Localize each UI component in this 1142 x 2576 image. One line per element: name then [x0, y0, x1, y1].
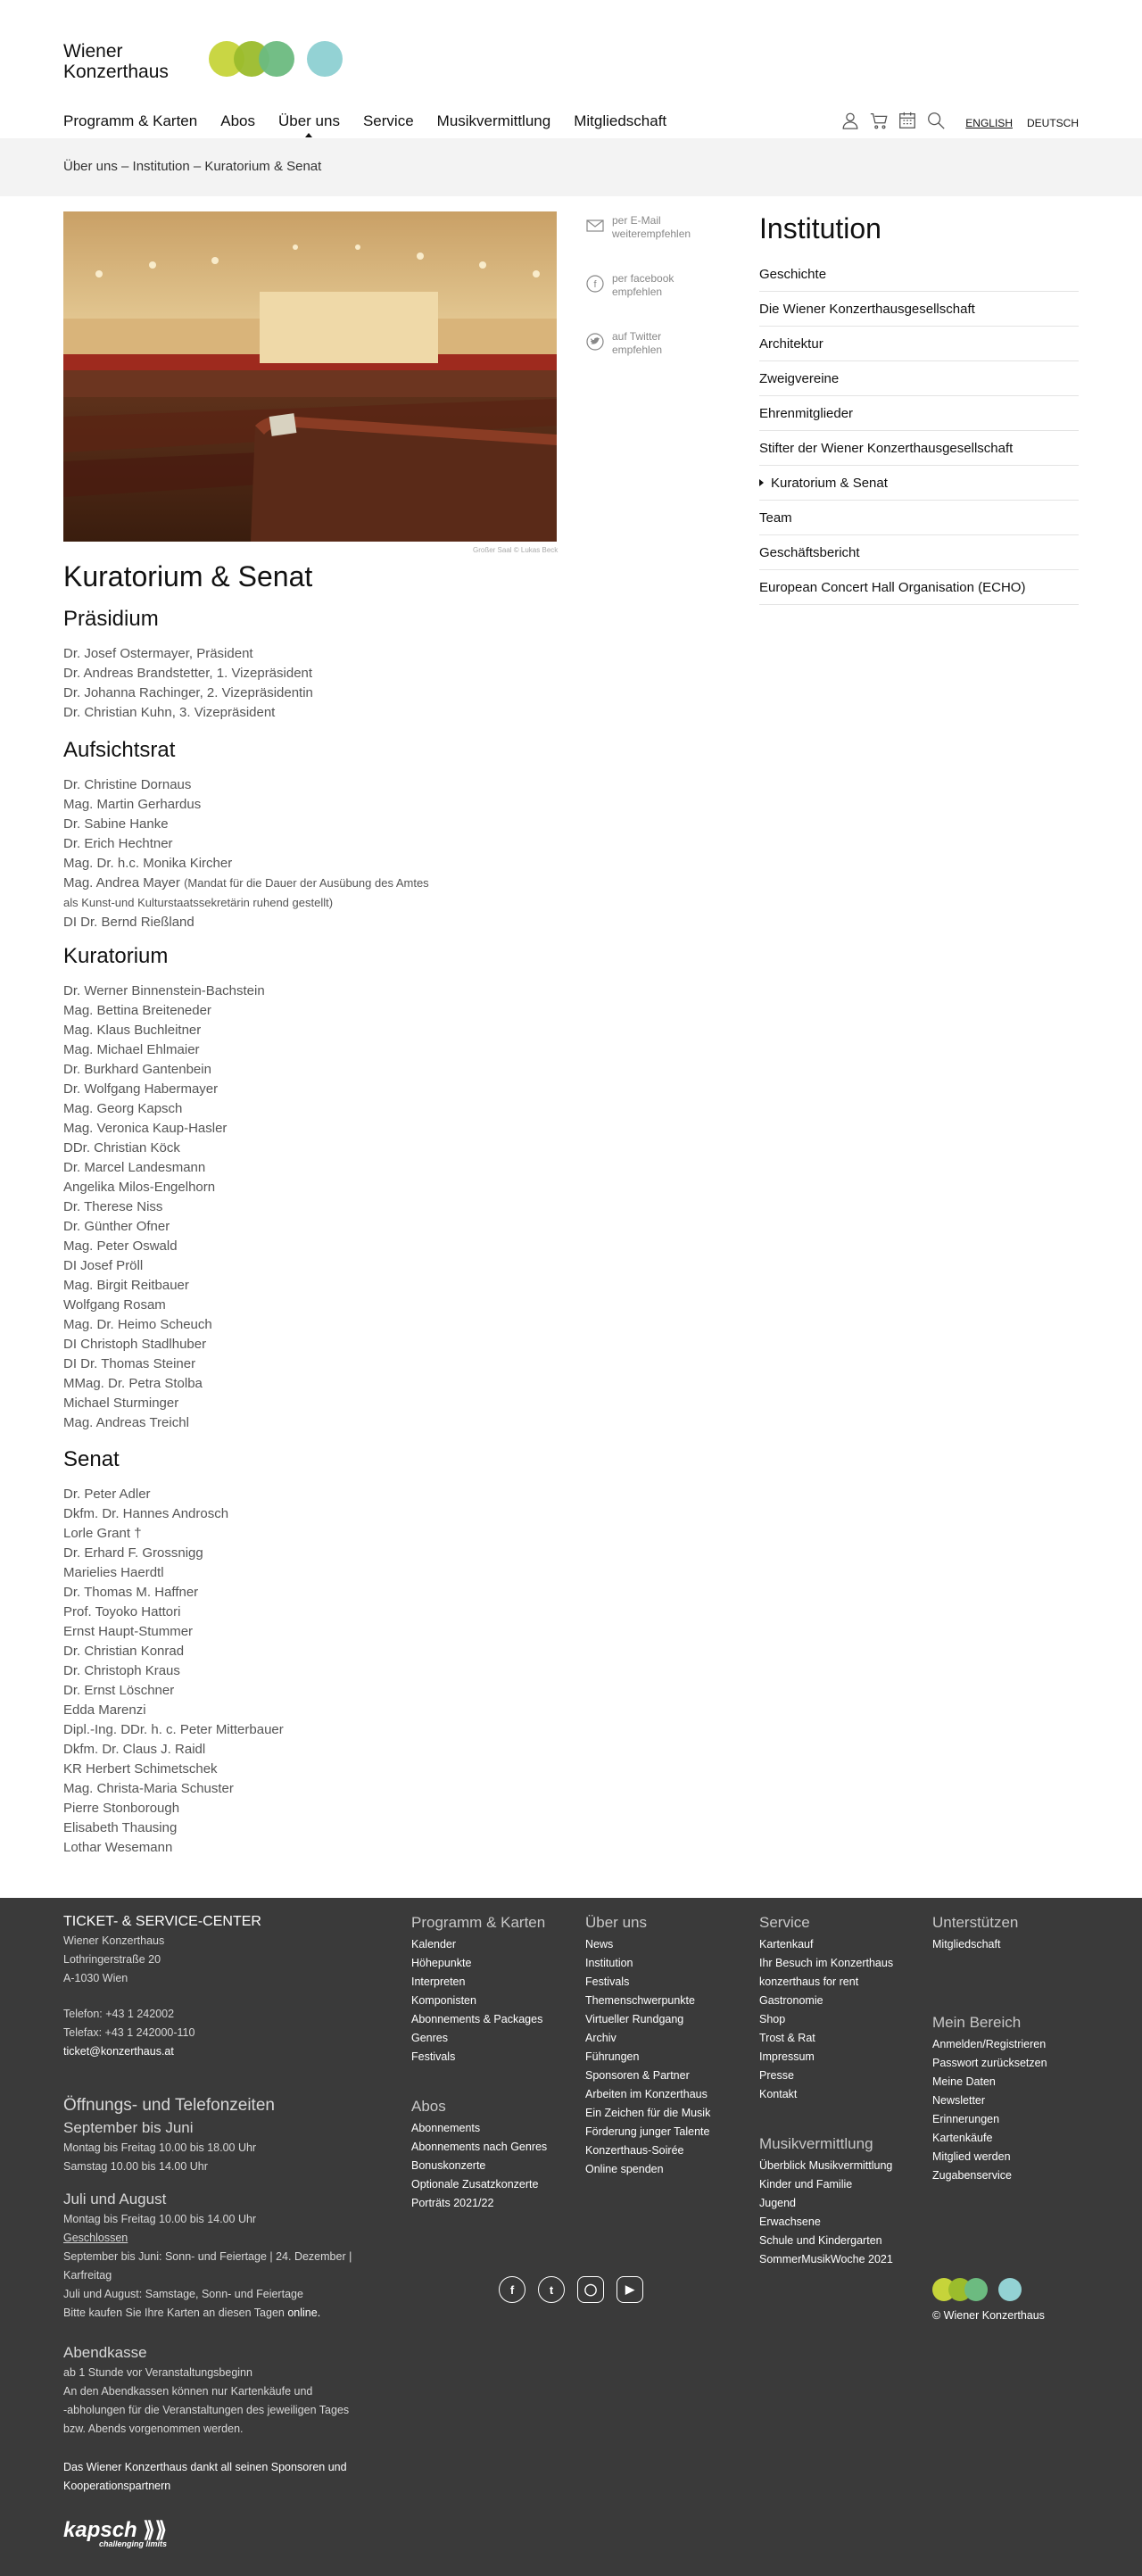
- footer-link[interactable]: Sponsoren & Partner: [585, 2069, 690, 2082]
- share-facebook-line1: per facebook: [612, 272, 674, 285]
- footer-address: [63, 1932, 164, 1988]
- season1-heading: September bis Juni: [63, 2119, 194, 2136]
- list-item: Mag. Georg Kapsch: [63, 1101, 183, 1116]
- footer-link[interactable]: Mitgliedschaft: [932, 1938, 1001, 1951]
- list-item: Michael Sturminger: [63, 1396, 179, 1411]
- footer-link[interactable]: Ein Zeichen für die Musik: [585, 2107, 711, 2119]
- list-item: Mag. Dr. Heimo Scheuch: [63, 1317, 212, 1332]
- facebook-icon: [585, 274, 605, 294]
- sidebar-item-label: Ehrenmitglieder: [759, 405, 854, 421]
- footer-fax: Telefax: +43 1 242000-110: [63, 2026, 195, 2039]
- footer-link[interactable]: Kalender: [411, 1938, 457, 1951]
- member-name: Mag. Andrea Mayer: [63, 875, 180, 890]
- footer-link[interactable]: Themenschwerpunkte: [585, 1994, 695, 2007]
- address-line: Wiener Konzerthaus: [63, 1934, 165, 1947]
- list-item: Dr. Therese Niss: [63, 1199, 163, 1214]
- sidebar-item[interactable]: [759, 361, 1079, 396]
- season1-hours: [63, 2139, 256, 2176]
- lang-deutsch[interactable]: DEUTSCH: [1026, 116, 1079, 129]
- list-kuratorium: [63, 982, 265, 1433]
- footer-link[interactable]: Abonnements & Packages: [411, 2013, 543, 2025]
- footer-link[interactable]: Überblick Musikvermittlung: [759, 2159, 893, 2172]
- footer-link[interactable]: konzerthaus for rent: [759, 1975, 859, 1988]
- footer-link[interactable]: Höhepunkte: [411, 1957, 472, 1969]
- footer-link[interactable]: Kartenkauf: [759, 1938, 814, 1951]
- footer-email-link[interactable]: ticket@konzerthaus.at: [63, 2045, 174, 2058]
- abendkasse-line: An den Abendkassen können nur Kartenkäufe und: [63, 2385, 313, 2398]
- main-content: [0, 196, 1142, 1898]
- footer-link[interactable]: Abonnements: [411, 2122, 481, 2134]
- list-item: Dr. Josef Ostermayer, Präsident: [63, 646, 253, 661]
- heading-senat: Senat: [63, 1447, 120, 1471]
- list-item: Dkfm. Dr. Claus J. Raidl: [63, 1742, 206, 1757]
- footer-abos-heading: Abos: [411, 2098, 446, 2115]
- user-icon[interactable]: [840, 111, 860, 135]
- season2-heading: Juli und August: [63, 2191, 167, 2207]
- list-item: Edda Marenzi: [63, 1702, 146, 1718]
- footer-musik-heading: Musikvermittlung: [759, 2135, 873, 2152]
- sidebar-item[interactable]: [759, 535, 1079, 570]
- footer-link[interactable]: Genres: [411, 2032, 448, 2044]
- sidebar-item-label: Kuratorium & Senat: [771, 475, 888, 491]
- sidebar-item[interactable]: [759, 292, 1079, 327]
- footer-service-heading: Service: [759, 1914, 810, 1931]
- instagram-icon[interactable]: ◯: [577, 2276, 604, 2303]
- list-item: Dr. Thomas M. Haffner: [63, 1585, 199, 1600]
- online-prefix: Bitte kaufen Sie Ihre Karten an diesen Tagen: [63, 2307, 288, 2319]
- list-item: Mag. Klaus Buchleitner: [63, 1023, 202, 1038]
- abendkasse-line: -abholungen für die Veranstaltungen des jeweiligen Tages: [63, 2404, 350, 2416]
- footer-mein-links: [932, 2035, 1047, 2185]
- nav-musikvermittlung[interactable]: Musikvermittlung: [436, 112, 551, 129]
- list-item: Mag. Veronica Kaup-Hasler: [63, 1121, 228, 1136]
- twitter-icon: [585, 332, 605, 352]
- list-item: Mag. Dr. h.c. Monika Kircher: [63, 856, 233, 871]
- logo-line1: Wiener: [63, 41, 123, 62]
- heading-aufsichtsrat: Aufsichtsrat: [63, 738, 176, 762]
- breadcrumb: Über uns – Institution – Kuratorium & Senat: [63, 159, 322, 174]
- footer-ueber-links: [585, 1935, 710, 2179]
- footer-service-links: [759, 1935, 893, 2104]
- sidebar-item-label: European Concert Hall Organisation (ECHO): [759, 579, 1026, 595]
- closed-line: Karfreitag: [63, 2269, 112, 2282]
- hero-caption: Großer Saal © Lukas Beck: [473, 546, 559, 554]
- share-facebook-line2: empfehlen: [612, 286, 663, 298]
- list-senat: [63, 1485, 284, 1858]
- utility-bar: [840, 111, 1079, 135]
- list-item: Dr. Christoph Kraus: [63, 1663, 180, 1678]
- footer-link[interactable]: Führungen: [585, 2050, 640, 2063]
- list-item: Angelika Milos-Engelhorn: [63, 1180, 216, 1195]
- hours-heading: Öffnungs- und Telefonzeiten: [63, 2096, 275, 2115]
- list-item: Ernst Haupt-Stummer: [63, 1624, 194, 1639]
- footer-link[interactable]: Virtueller Rundgang: [585, 2013, 684, 2025]
- closed-line: Juli und August: Samstage, Sonn- und Feiertage: [63, 2288, 303, 2300]
- list-item: Elisabeth Thausing: [63, 1820, 178, 1835]
- logo-dot: [259, 41, 294, 77]
- nav-service[interactable]: Service: [362, 112, 414, 129]
- member-note: (Mandat für die Dauer der Ausübung des Amtes: [184, 876, 429, 890]
- footer-link[interactable]: Erwachsene: [759, 2216, 821, 2228]
- member-note: als Kunst-und Kulturstaatssekretärin ruhend gestellt): [63, 896, 334, 909]
- season2-hours: [63, 2210, 352, 2323]
- footer-link[interactable]: Anmelden/Registrieren: [932, 2038, 1047, 2050]
- logo-dot: [998, 2278, 1022, 2301]
- list-item: KR Herbert Schimetschek: [63, 1761, 218, 1777]
- list-aufsichtsrat: [63, 775, 429, 932]
- list-item: Wolfgang Rosam: [63, 1297, 166, 1313]
- logo-dot: [307, 41, 343, 77]
- share-email-line1: per E-Mail: [612, 214, 661, 227]
- sidebar-item-label: Architektur: [759, 335, 823, 352]
- list-item: DDr. Christian Köck: [63, 1140, 180, 1155]
- footer-link[interactable]: Festivals: [585, 1975, 630, 1988]
- footer-link[interactable]: Förderung junger Talente: [585, 2125, 710, 2138]
- footer-logo-dots: [932, 2278, 1030, 2303]
- sponsor-line: Kooperationspartnern: [63, 2480, 171, 2492]
- hours-line: Samstag 10.00 bis 14.00 Uhr: [63, 2160, 208, 2173]
- address-line: A-1030 Wien: [63, 1972, 128, 1984]
- footer-link[interactable]: Newsletter: [932, 2094, 986, 2107]
- footer-link[interactable]: Archiv: [585, 2032, 617, 2044]
- list-item: Dr. Sabine Hanke: [63, 816, 169, 832]
- list-item: Dr. Ernst Löschner: [63, 1683, 175, 1698]
- list-item: Dr. Werner Binnenstein-Bachstein: [63, 983, 265, 998]
- abendkasse-text: [63, 2364, 349, 2439]
- footer-link[interactable]: Trost & Rat: [759, 2032, 815, 2044]
- hours-line: Montag bis Freitag 10.00 bis 14.00 Uhr: [63, 2213, 257, 2225]
- footer-link[interactable]: Impressum: [759, 2050, 815, 2063]
- footer-link[interactable]: Konzerthaus-Soirée: [585, 2144, 684, 2157]
- abendkasse-line: ab 1 Stunde vor Veranstaltungsbeginn: [63, 2366, 252, 2379]
- share-email-line2: weiterempfehlen: [612, 228, 691, 240]
- calendar-icon[interactable]: [898, 111, 917, 135]
- nav-ueber-uns[interactable]: Über uns: [277, 112, 340, 129]
- footer-link[interactable]: Jugend: [759, 2197, 797, 2209]
- list-item: Dr. Erhard F. Grossnigg: [63, 1545, 203, 1561]
- sidebar-item-label: Geschäftsbericht: [759, 544, 860, 560]
- footer-link[interactable]: Meine Daten: [932, 2075, 996, 2088]
- footer-link[interactable]: Porträts 2021/22: [411, 2197, 494, 2209]
- footer-link[interactable]: Passwort zurücksetzen: [932, 2057, 1047, 2069]
- footer-mein-heading: Mein Bereich: [932, 2014, 1022, 2031]
- footer-link[interactable]: Schule und Kindergarten: [759, 2234, 882, 2247]
- closed-label: Geschlossen: [63, 2232, 128, 2244]
- share-twitter-line2: empfehlen: [612, 344, 663, 356]
- search-icon[interactable]: [926, 111, 946, 135]
- footer-link[interactable]: SommerMusikWoche 2021: [759, 2253, 893, 2265]
- kapsch-tagline: challenging limits: [99, 2539, 168, 2548]
- list-item: Dr. Günther Ofner: [63, 1219, 170, 1234]
- footer-unter-links: [932, 1935, 1000, 1954]
- sponsor-text: [63, 2458, 347, 2496]
- footer-link[interactable]: Institution: [585, 1957, 633, 1969]
- footer-ueber-heading: Über uns: [585, 1914, 647, 1931]
- list-item: Dr. Christian Konrad: [63, 1644, 185, 1659]
- sidebar-item[interactable]: [759, 396, 1079, 431]
- list-praesidium: [63, 644, 313, 723]
- facebook-icon[interactable]: f: [499, 2276, 525, 2303]
- list-item: Dipl.-Ing. DDr. h. c. Peter Mitterbauer: [63, 1722, 284, 1737]
- footer-link[interactable]: Komponisten: [411, 1994, 476, 2007]
- site-header: [0, 0, 1142, 138]
- list-item: Marielies Haerdtl: [63, 1565, 164, 1580]
- nav-mitgliedschaft[interactable]: Mitgliedschaft: [574, 112, 667, 129]
- list-item: Dkfm. Dr. Hannes Androsch: [63, 1506, 229, 1521]
- sidebar-item-label: Stifter der Wiener Konzerthausgesellschaft: [759, 440, 1014, 456]
- envelope-icon: [585, 216, 605, 236]
- list-item: Lorle Grant †: [63, 1526, 142, 1541]
- sidebar-item[interactable]: [759, 570, 1079, 605]
- list-item: DI Josef Pröll: [63, 1258, 144, 1273]
- footer-link[interactable]: Kontakt: [759, 2088, 798, 2100]
- footer-contact: [63, 2005, 194, 2061]
- concert-hall-photo: [63, 211, 557, 542]
- sidebar-item[interactable]: [759, 431, 1079, 466]
- list-item: Prof. Toyoko Hattori: [63, 1604, 181, 1619]
- list-item: Mag. Peter Oswald: [63, 1238, 178, 1254]
- logo[interactable]: [63, 41, 169, 82]
- logo-dots[interactable]: [209, 41, 352, 77]
- footer-link[interactable]: Festivals: [411, 2050, 456, 2063]
- list-item: Lothar Wesemann: [63, 1840, 173, 1855]
- list-item: Dr. Andreas Brandstetter, 1. Vizepräsident: [63, 666, 313, 681]
- list-item: Dr. Erich Hechtner: [63, 836, 173, 851]
- logo-line2: Konzerthaus: [63, 62, 169, 82]
- footer-programm-heading: Programm & Karten: [411, 1914, 546, 1931]
- footer-link[interactable]: Gastronomie: [759, 1994, 823, 2007]
- footer-ticket-heading: TICKET- & SERVICE-CENTER: [63, 1914, 261, 1929]
- list-item: MMag. Dr. Petra Stolba: [63, 1376, 203, 1391]
- list-item: Dr. Burkhard Gantenbein: [63, 1062, 211, 1077]
- list-item: Mag. Bettina Breiteneder: [63, 1003, 211, 1018]
- cart-icon[interactable]: [869, 111, 889, 135]
- list-item: Pierre Stonborough: [63, 1801, 180, 1816]
- sidebar-item-label: Die Wiener Konzerthausgesellschaft: [759, 301, 975, 317]
- copyright: © Wiener Konzerthaus: [932, 2309, 1045, 2322]
- footer-link[interactable]: Arbeiten im Konzerthaus: [585, 2088, 708, 2100]
- nav-programm[interactable]: Programm & Karten: [63, 112, 198, 129]
- sidebar-item[interactable]: [759, 257, 1079, 292]
- footer-unter-heading: Unterstützen: [932, 1914, 1019, 1931]
- sidebar-title: Institution: [759, 212, 881, 244]
- list-item: Mag. Andreas Treichl: [63, 1415, 189, 1430]
- list-item: Dr. Johanna Rachinger, 2. Vizepräsidentin: [63, 685, 313, 700]
- footer-phone: Telefon: +43 1 242002: [63, 2008, 175, 2020]
- list-item: Dr. Christine Dornaus: [63, 777, 192, 792]
- list-item: DI Christoph Stadlhuber: [63, 1337, 207, 1352]
- page-title: Kuratorium & Senat: [63, 560, 313, 592]
- heading-kuratorium: Kuratorium: [63, 944, 169, 968]
- hero-image: [63, 211, 557, 542]
- list-item: Dr. Peter Adler: [63, 1487, 151, 1502]
- abendkasse-line: bzw. Abends vorgenommen werden.: [63, 2423, 244, 2435]
- list-item: Dr. Christian Kuhn, 3. Vizepräsident: [63, 705, 276, 720]
- list-item: [63, 874, 429, 893]
- footer-link[interactable]: Erinnerungen: [932, 2113, 1000, 2125]
- list-item: Dr. Marcel Landesmann: [63, 1160, 206, 1175]
- list-item: DI Dr. Bernd Rießland: [63, 915, 194, 930]
- footer-link[interactable]: Presse: [759, 2069, 794, 2082]
- nav-abos[interactable]: Abos: [220, 112, 255, 129]
- sidebar-item[interactable]: [759, 466, 1079, 501]
- list-item: Mag. Birgit Reitbauer: [63, 1278, 189, 1293]
- kapsch-wordmark: kapsch: [63, 2518, 137, 2542]
- sidebar-item[interactable]: [759, 327, 1079, 361]
- list-item: Mag. Christa-Maria Schuster: [63, 1781, 234, 1796]
- sidebar-item-label: Team: [759, 509, 792, 526]
- list-item: Mag. Martin Gerhardus: [63, 797, 202, 812]
- footer-link[interactable]: News: [585, 1938, 614, 1951]
- sponsor-line: Das Wiener Konzerthaus dankt all seinen Sponsoren und: [63, 2461, 347, 2473]
- footer-link[interactable]: Online spenden: [585, 2163, 664, 2175]
- sidebar-item[interactable]: [759, 501, 1079, 535]
- sidebar-item-label: Zweigvereine: [759, 370, 840, 386]
- svg-text:f: f: [593, 279, 597, 290]
- abendkasse-heading: Abendkasse: [63, 2344, 147, 2361]
- footer-link[interactable]: Shop: [759, 2013, 786, 2025]
- site-footer: [0, 1898, 1142, 2576]
- list-item: DI Dr. Thomas Steiner: [63, 1356, 196, 1371]
- online-link[interactable]: online.: [287, 2307, 321, 2319]
- footer-link[interactable]: Kartenkäufe: [932, 2132, 993, 2144]
- footer-link[interactable]: Bonuskonzerte: [411, 2159, 486, 2172]
- heading-praesidium: Präsidium: [63, 607, 159, 631]
- footer-link[interactable]: Optionale Zusatzkonzerte: [411, 2178, 539, 2191]
- footer-musik-links: [759, 2157, 893, 2269]
- address-line: Lothringerstraße 20: [63, 1953, 161, 1966]
- youtube-icon[interactable]: ▶: [617, 2276, 643, 2303]
- closed-line: September bis Juni: Sonn- und Feiertage | 24. Dezember |: [63, 2250, 352, 2263]
- hours-line: Montag bis Freitag 10.00 bis 18.00 Uhr: [63, 2141, 257, 2154]
- footer-link[interactable]: Kinder und Familie: [759, 2178, 853, 2191]
- main-nav: [63, 112, 690, 130]
- kapsch-logo[interactable]: kapsch ⟫⟫ challenging limits: [63, 2518, 168, 2548]
- caret-right-icon: [759, 479, 764, 486]
- footer-link[interactable]: Abonnements nach Genres: [411, 2141, 548, 2153]
- sidebar-nav: [759, 257, 1079, 605]
- social-links: [499, 2276, 643, 2303]
- footer-link[interactable]: Interpreten: [411, 1975, 466, 1988]
- twitter-icon[interactable]: t: [538, 2276, 565, 2303]
- list-item: Mag. Michael Ehlmaier: [63, 1042, 200, 1057]
- sidebar-item-label: Geschichte: [759, 266, 827, 282]
- footer-link[interactable]: Ihr Besuch im Konzerthaus: [759, 1957, 894, 1969]
- footer-abos-links: [411, 2119, 547, 2213]
- lang-english[interactable]: ENGLISH: [965, 116, 1013, 129]
- footer-link[interactable]: Zugabenservice: [932, 2169, 1012, 2182]
- list-item: Dr. Wolfgang Habermayer: [63, 1081, 219, 1097]
- share-twitter-line1: auf Twitter: [612, 330, 662, 343]
- online-line: [63, 2304, 352, 2323]
- footer-link[interactable]: Mitglied werden: [932, 2150, 1011, 2163]
- footer-programm-links: [411, 1935, 542, 2067]
- logo-dot: [964, 2278, 988, 2301]
